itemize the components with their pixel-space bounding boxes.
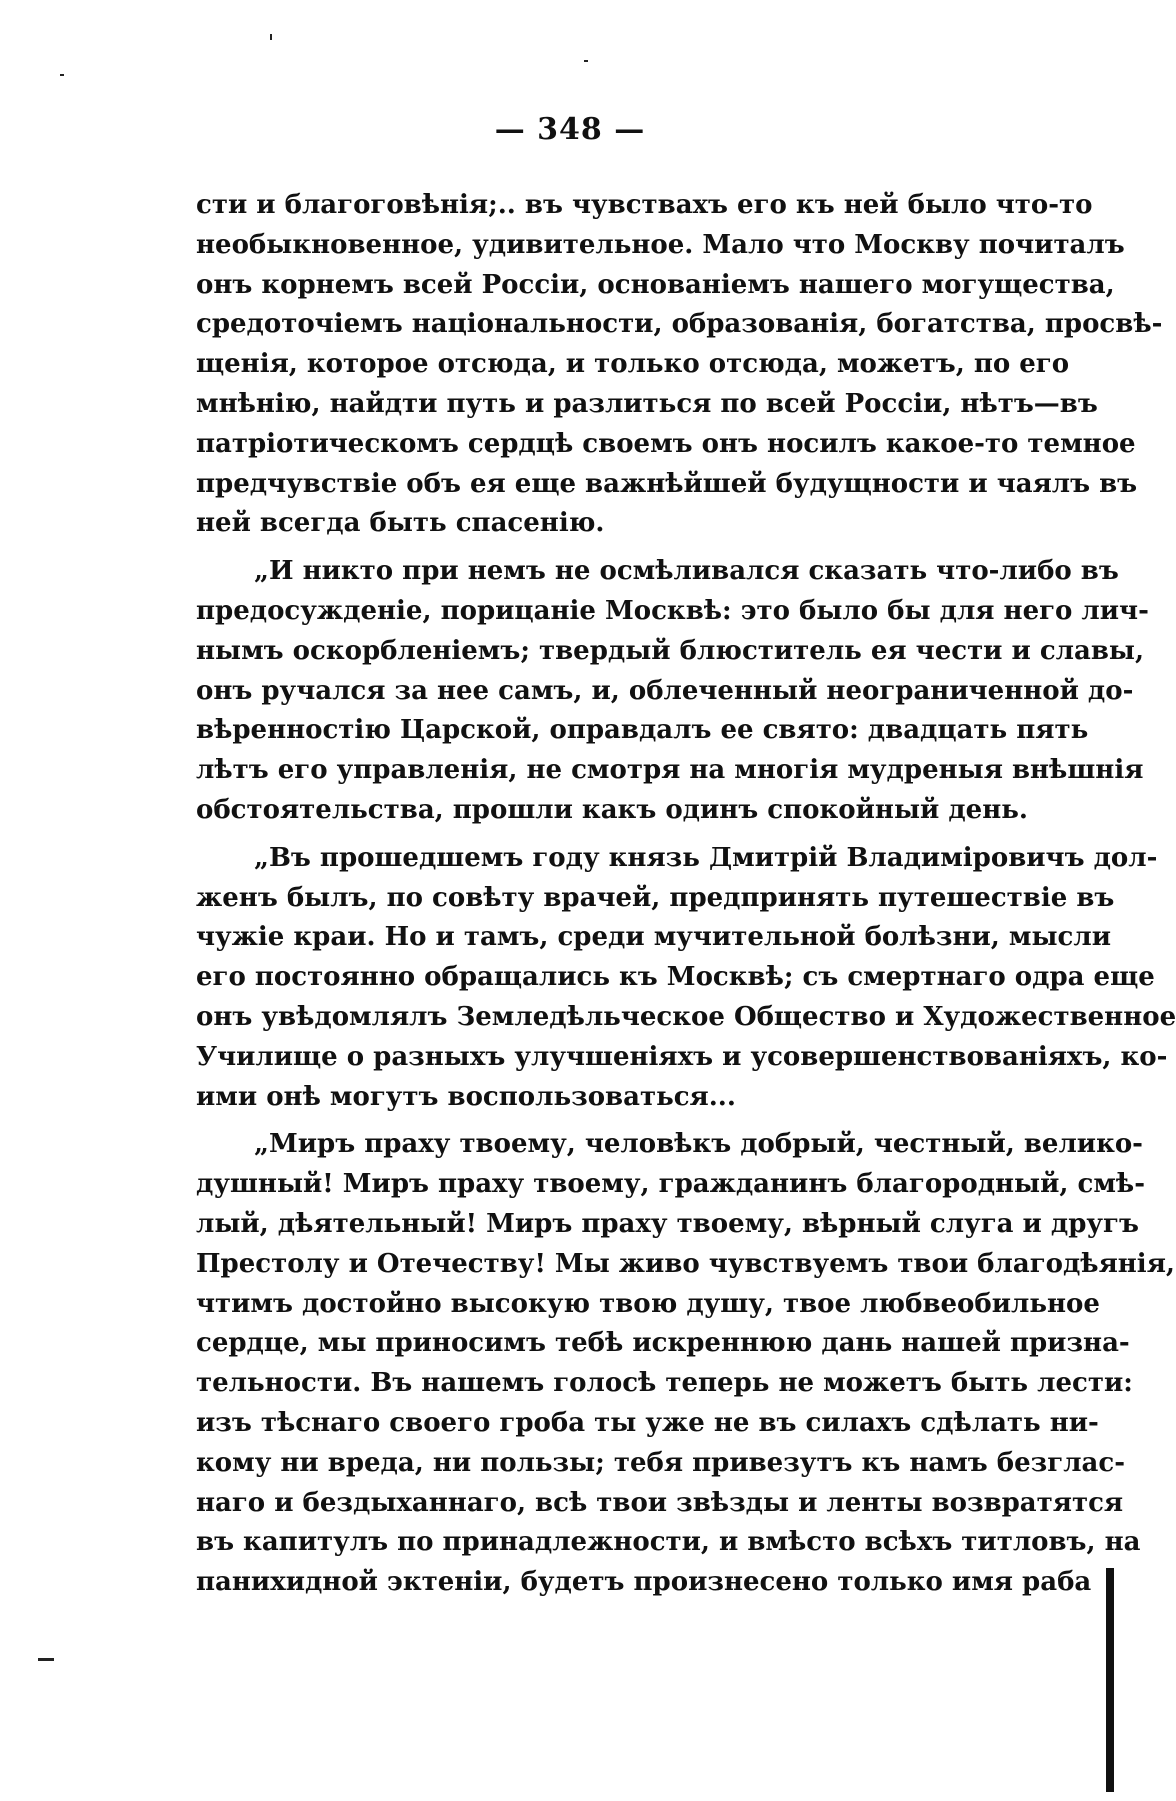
text-line: необыкновенное, удивительное. Мало что Москву почиталъ xyxy=(196,229,1125,260)
scan-mark xyxy=(38,1658,54,1661)
text-line: „И никто при немъ не осмѣливался сказать что-либо въ xyxy=(254,556,1119,587)
text-line: онъ увѣдомлялъ Земледѣльческое Общество и Художественное xyxy=(196,1001,1176,1032)
text-line: онъ ручался за нее самъ, и, облеченный неограниченной до- xyxy=(196,675,1134,706)
text-line: сердце, мы приносимъ тебѣ искреннюю дань нашей призна- xyxy=(196,1328,1130,1359)
text-line: душный! Миръ праху твоему, гражданинъ благородный, смѣ- xyxy=(196,1169,1145,1200)
text-line: женъ былъ, по совѣту врачей, предпринять путешествіе въ xyxy=(196,882,1115,913)
scan-speck xyxy=(270,34,272,40)
text-line: предчувствіе объ ея еще важнѣйшей будущности и чаялъ въ xyxy=(196,468,1138,499)
text-line: панихидной эктеніи, будетъ произнесено только имя раба xyxy=(196,1567,1092,1598)
text-line: тельности. Въ нашемъ голосѣ теперь не можетъ быть лести: xyxy=(196,1368,1133,1399)
text-line: патріотическомъ сердцѣ своемъ онъ носилъ какое-то темное xyxy=(196,428,1136,459)
text-line: лый, дѣятельный! Миръ праху твоему, вѣрный слуга и другъ xyxy=(196,1208,1139,1239)
text-line: „Миръ праху твоему, человѣкъ добрый, честный, велико- xyxy=(254,1129,1143,1160)
text-line: мнѣнію, найдти путь и разлиться по всей Россіи, нѣтъ—въ xyxy=(196,388,1098,419)
text-line: ней всегда быть спасенію. xyxy=(196,508,605,539)
text-line: кому ни вреда, ни пользы; тебя привезутъ къ намъ безглас- xyxy=(196,1447,1125,1478)
text-line: предосужденіе, порицаніе Москвѣ: это было бы для него лич- xyxy=(196,595,1149,626)
text-line: его постоянно обращались къ Москвѣ; съ смертнаго одра еще xyxy=(196,962,1155,993)
text-line: чтимъ достойно высокую твою душу, твое любвеобильное xyxy=(196,1288,1100,1319)
text-line: изъ тѣснаго своего гроба ты уже не въ силахъ сдѣлать ни- xyxy=(196,1407,1099,1438)
text-line: наго и бездыханнаго, всѣ твои звѣзды и ленты возвратятся xyxy=(196,1487,1124,1518)
text-line: обстоятельства, прошли какъ одинъ спокойный день. xyxy=(196,794,1028,825)
text-line: „Въ прошедшемъ году князь Дмитрій Владиміровичъ дол- xyxy=(254,842,1158,873)
text-line: Престолу и Отечеству! Мы живо чувствуемъ твои благодѣянія, xyxy=(196,1248,1175,1279)
text-line: щенія, которое отсюда, и только отсюда, можетъ, по его xyxy=(196,349,1070,380)
page-text xyxy=(196,186,1176,1603)
scan-speck xyxy=(584,60,588,62)
text-line: вѣренностію Царской, оправдалъ ее свято: двадцать пять xyxy=(196,715,1089,746)
text-line: сти и благоговѣнія;.. въ чувствахъ его къ ней было что-то xyxy=(196,190,1093,220)
text-line: нымъ оскорбленіемъ; твердый блюститель ея чести и славы, xyxy=(196,635,1145,666)
page-edge-shadow xyxy=(1106,1568,1114,1792)
text-line: чужіе краи. Но и тамъ, среди мучительной болѣзни, мысли xyxy=(196,922,1111,953)
text-line: лѣтъ его управленія, не смотря на многія мудреныя внѣшнія xyxy=(196,755,1144,786)
text-line: онъ корнемъ всей Россіи, основаніемъ нашего могущества, xyxy=(196,269,1115,300)
page-number: — 348 — xyxy=(494,112,646,147)
text-line: въ капитулъ по принадлежности, и вмѣсто всѣхъ титловъ, на xyxy=(196,1527,1141,1558)
text-line: Училище о разныхъ улучшеніяхъ и усовершенствованіяхъ, ко- xyxy=(196,1041,1168,1072)
text-line: ими онѣ могутъ воспользоваться... xyxy=(196,1081,736,1112)
text-line: средоточіемъ національности, образованія, богатства, просвѣ- xyxy=(196,309,1163,340)
scan-speck xyxy=(60,74,64,76)
